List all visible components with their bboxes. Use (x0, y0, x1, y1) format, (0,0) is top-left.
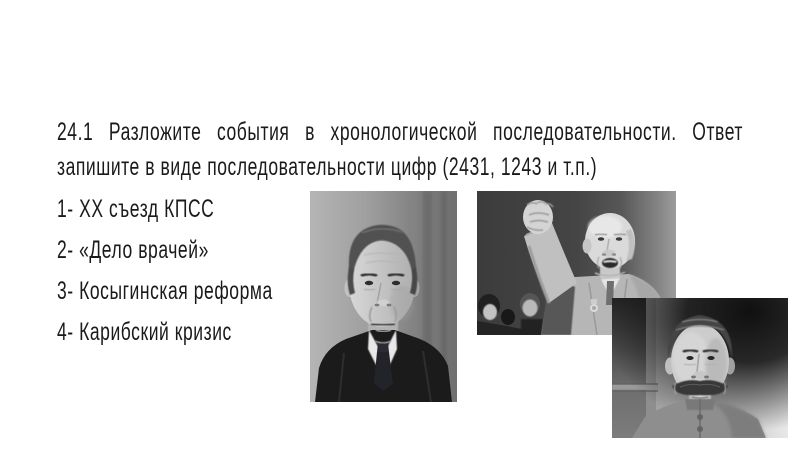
list-item-1: 1- ХХ съезд КПСС (57, 195, 215, 223)
kosygin-portrait-image (310, 191, 457, 402)
question-line-2: запишите в виде последовательности цифр (2431, 1243 и т.п.) (57, 153, 598, 181)
list-item-2: 2- «Дело врачей» (57, 236, 209, 264)
list-item-3: 3- Косыгинская реформа (57, 277, 273, 305)
question-line-1: 24.1 Разложите события в хронологической последовательности. Ответ (57, 118, 743, 146)
event-list (57, 189, 273, 353)
kosygin-portrait-photo (310, 191, 457, 402)
question-paragraph (57, 115, 743, 185)
list-item-4: 4- Карибский кризис (57, 318, 232, 346)
stalin-portrait-photo (612, 298, 788, 438)
stalin-portrait-image (612, 298, 788, 438)
